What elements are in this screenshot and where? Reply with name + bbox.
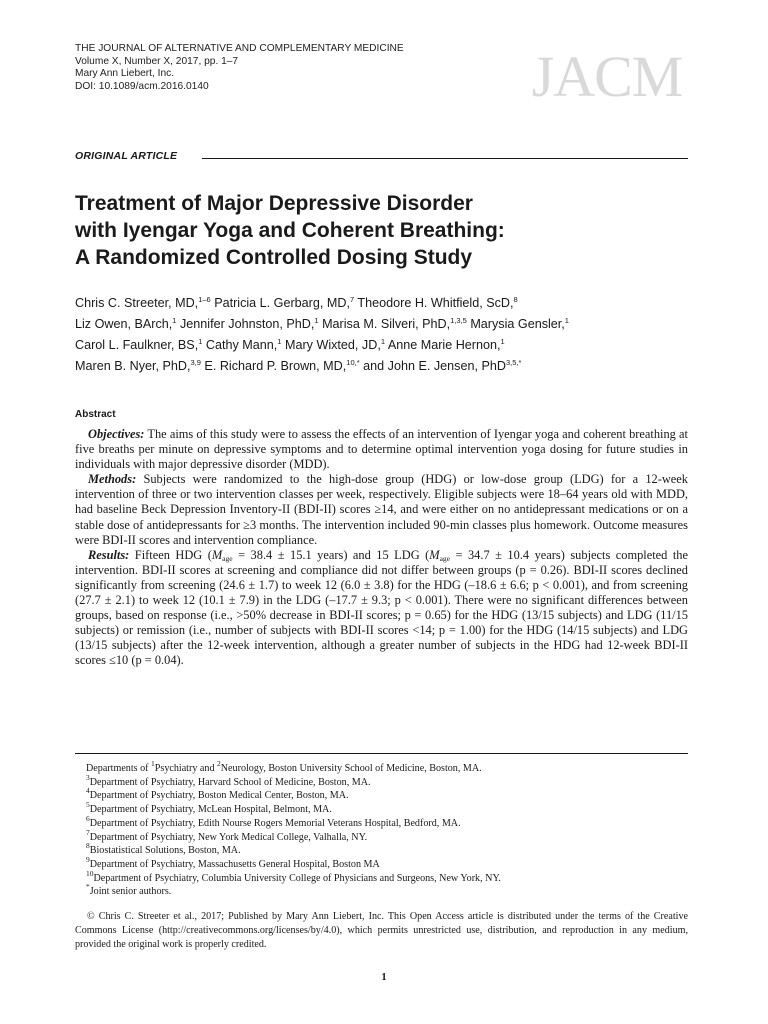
- author-affiliation-sup: 1: [198, 337, 203, 346]
- author-name: Cathy Mann,: [205, 338, 278, 352]
- affiliation-text: Departments of: [86, 763, 152, 774]
- affiliation-text: Department of Psychiatry, Edith Nourse Rogers Memorial Veterans Hospital, Bedford, MA.: [89, 817, 461, 829]
- author-affiliation-sup: 1: [172, 316, 177, 325]
- affiliation-number: 10: [86, 868, 94, 878]
- author-line: [75, 335, 695, 356]
- author-name: Marisa M. Silveri, PhD,: [322, 317, 451, 331]
- license-text: © Chris C. Streeter et al., 2017; Published by Mary Ann Liebert, Inc. This Open Access article is distributed under the terms of the Creative Commons License (http://creativecommons.org/licenses/by/4.0), which permits unrestricted use, distribution, and reproduction in any medium, provided the original work is properly credited.: [75, 911, 688, 950]
- author-affiliation-sup: 1: [380, 337, 385, 346]
- author-line: [75, 293, 695, 314]
- author-affiliation-sup: 10,*: [346, 358, 360, 367]
- author-name: Maren B. Nyer, PhD,: [75, 359, 191, 373]
- doi: DOI: 10.1089/acm.2016.0140: [75, 80, 209, 92]
- affiliation-item: [86, 813, 686, 831]
- article-type-rule: [202, 158, 688, 159]
- affiliation-number: 9: [86, 854, 90, 864]
- affiliation-item: [86, 841, 686, 858]
- author-affiliation-sup: 1,3,5: [450, 316, 467, 325]
- volume-info: Volume X, Number X, 2017, pp. 1–7: [75, 55, 239, 67]
- abstract-results: [75, 548, 688, 669]
- publisher: Mary Ann Liebert, Inc.: [75, 68, 175, 80]
- affiliation-text: Joint senior authors.: [89, 886, 172, 898]
- author-name: Theodore H. Whitfield, ScD,: [357, 296, 514, 310]
- author-name: Chris C. Streeter, MD,: [75, 296, 199, 310]
- affiliation-text: Biostatistical Solutions, Boston, MA.: [89, 845, 241, 857]
- author-name: Anne Marie Hernon,: [387, 338, 501, 352]
- author-affiliation-sup: 3,5,*: [505, 358, 522, 367]
- journal-name: THE JOURNAL OF ALTERNATIVE AND COMPLEMENTARY MEDICINE: [75, 43, 404, 54]
- abstract-body: [75, 427, 688, 669]
- footnote-rule: [75, 753, 688, 754]
- mean-symbol-hdg: M: [211, 547, 223, 562]
- author-name: Liz Owen, BArch,: [75, 317, 173, 331]
- author-affiliation-sup: 1–6: [198, 295, 211, 304]
- affiliation-text: Department of Psychiatry, Harvard School of Medicine, Boston, MA.: [89, 776, 371, 788]
- affiliation-number: 6: [86, 813, 90, 823]
- affiliation-text: Neurology, Boston University School of Medicine, Boston, MA.: [220, 763, 482, 774]
- affiliation-text: Department of Psychiatry, New York Medical College, Valhalla, NY.: [89, 831, 368, 843]
- affiliation-item: [86, 800, 686, 817]
- author-affiliation-sup: 1: [314, 316, 319, 325]
- affiliation-item: [86, 882, 686, 899]
- objectives-label: Objectives:: [88, 427, 145, 441]
- affiliation-text: Department of Psychiatry, McLean Hospital, Belmont, MA.: [89, 804, 332, 816]
- title-line-1: Treatment of Major Depressive Disorder: [75, 192, 473, 215]
- methods-text: Subjects were randomized to the high-dose group (HDG) or low-dose group (LDG) for a 12-week intervention of three or two intervention classes per week, respectively. Eligible subjects were 18–64 years old with MDD, had baseline Beck Depression Inventory-II (BDI-II) scores ≥14, and were either on no antidepressant medications or on a stable dose of antidepressants for ≥3 months. The intervention included 90-min classes plus homework. Outcome measures were BDI-II scores and intervention compliance.: [75, 472, 688, 547]
- author-affiliation-sup: 1: [564, 316, 569, 325]
- author-affiliation-sup: 1: [277, 337, 282, 346]
- mean-subscript-hdg: age: [222, 553, 233, 563]
- author-name: Marysia Gensler,: [470, 317, 565, 331]
- affiliation-number: 8: [86, 841, 90, 851]
- license-notice: [75, 910, 688, 951]
- author-name: E. Richard P. Brown, MD,: [204, 359, 347, 373]
- author-affiliation-sup: 1: [500, 337, 505, 346]
- affiliation-text: Department of Psychiatry, Boston Medical Center, Boston, MA.: [89, 790, 349, 802]
- affiliation-number: 4: [86, 786, 90, 796]
- title-line-3: A Randomized Controlled Dosing Study: [75, 246, 473, 269]
- affiliation-number: *: [86, 882, 90, 892]
- affiliation-number: 5: [86, 800, 90, 810]
- page-number: 1: [381, 972, 387, 983]
- affiliation-text: Department of Psychiatry, Massachusetts General Hospital, Boston MA: [89, 858, 380, 870]
- abstract-heading: Abstract: [75, 409, 116, 420]
- affiliation-number: 2: [217, 759, 221, 768]
- results-text-b: = 38.4 ± 15.1 years) and 15 LDG (: [232, 547, 430, 562]
- affiliation-item: [86, 759, 686, 776]
- results-label: Results:: [88, 547, 130, 562]
- affiliation-number: 3: [86, 772, 90, 782]
- author-line: [75, 314, 695, 335]
- affiliation-item: [86, 868, 686, 886]
- methods-label: Methods:: [88, 472, 137, 487]
- author-affiliation-sup: 3,9: [190, 358, 201, 367]
- author-name: Patricia L. Gerbarg, MD,: [214, 296, 350, 310]
- author-list: [75, 293, 695, 377]
- article-type: ORIGINAL ARTICLE: [75, 150, 178, 162]
- affiliation-item: [86, 786, 686, 803]
- journal-header: [75, 43, 404, 93]
- abstract-methods: [75, 472, 688, 547]
- author-name: and John E. Jensen, PhD: [363, 359, 506, 373]
- affiliation-number: 7: [86, 827, 90, 837]
- mean-symbol-ldg: M: [429, 547, 440, 562]
- affiliation-item: [86, 854, 686, 872]
- jacm-logo: JACM: [531, 44, 683, 109]
- objectives-text: The aims of this study were to assess the effects of an intervention of Iyengar yoga and coherent breathing at five breaths per minute on depressive symptoms and to determine optimal intervention yoga dosing for future studies in individuals with major depressive disorder (MDD).: [75, 427, 688, 472]
- title-line-2: with Iyengar Yoga and Coherent Breathing:: [75, 219, 505, 242]
- author-affiliation-sup: 7: [349, 295, 355, 304]
- affiliation-number: 1: [151, 759, 155, 768]
- mean-subscript-ldg: age: [439, 553, 451, 563]
- author-name: Mary Wixted, JD,: [284, 338, 381, 352]
- author-name: Carol L. Faulkner, BS,: [75, 338, 199, 352]
- affiliations: [86, 759, 686, 899]
- author-line: [75, 356, 695, 377]
- affiliation-item: [86, 827, 686, 845]
- affiliation-item: [86, 772, 686, 790]
- abstract-objectives: [75, 427, 688, 472]
- affiliation-text: Department of Psychiatry, Columbia University College of Physicians and Surgeons, New York, NY.: [93, 872, 501, 884]
- author-name: Jennifer Johnston, PhD,: [179, 317, 315, 331]
- results-text-c: = 34.7 ± 10.4 years) subjects completed the intervention. BDI-II scores at screening and compliance did not differ between groups (p = 0.26). BDI-II scores declined significantly from screening (24.6 ± 1.7) to week 12 (6.0 ± 3.8) for the HDG (–18.6 ± 6.6; p < 0.001), and from screening (27.7 ± 2.1) to week 12 (10.1 ± 7.9) in the LDG (–17.7 ± 9.3; p < 0.001). There were no significant differences between groups, based on response (i.e., >50% decrease in BDI-II scores; p = 0.65) for the HDG (13/15 subjects) and LDG (11/15 subjects) or remission (i.e., number of subjects with BDI-II scores <14; p = 1.00) for the HDG (14/15 subjects) and LDG (13/15 subjects) after the 12-week intervention, although a greater number of subjects in the HDG had 12-week BDI-II scores ≤10 (p = 0.04).: [75, 547, 688, 668]
- article-title: [75, 190, 695, 271]
- author-affiliation-sup: 8: [513, 295, 518, 304]
- results-text-a: Fifteen HDG (: [129, 547, 212, 562]
- affiliation-text: Psychiatry and: [154, 763, 218, 774]
